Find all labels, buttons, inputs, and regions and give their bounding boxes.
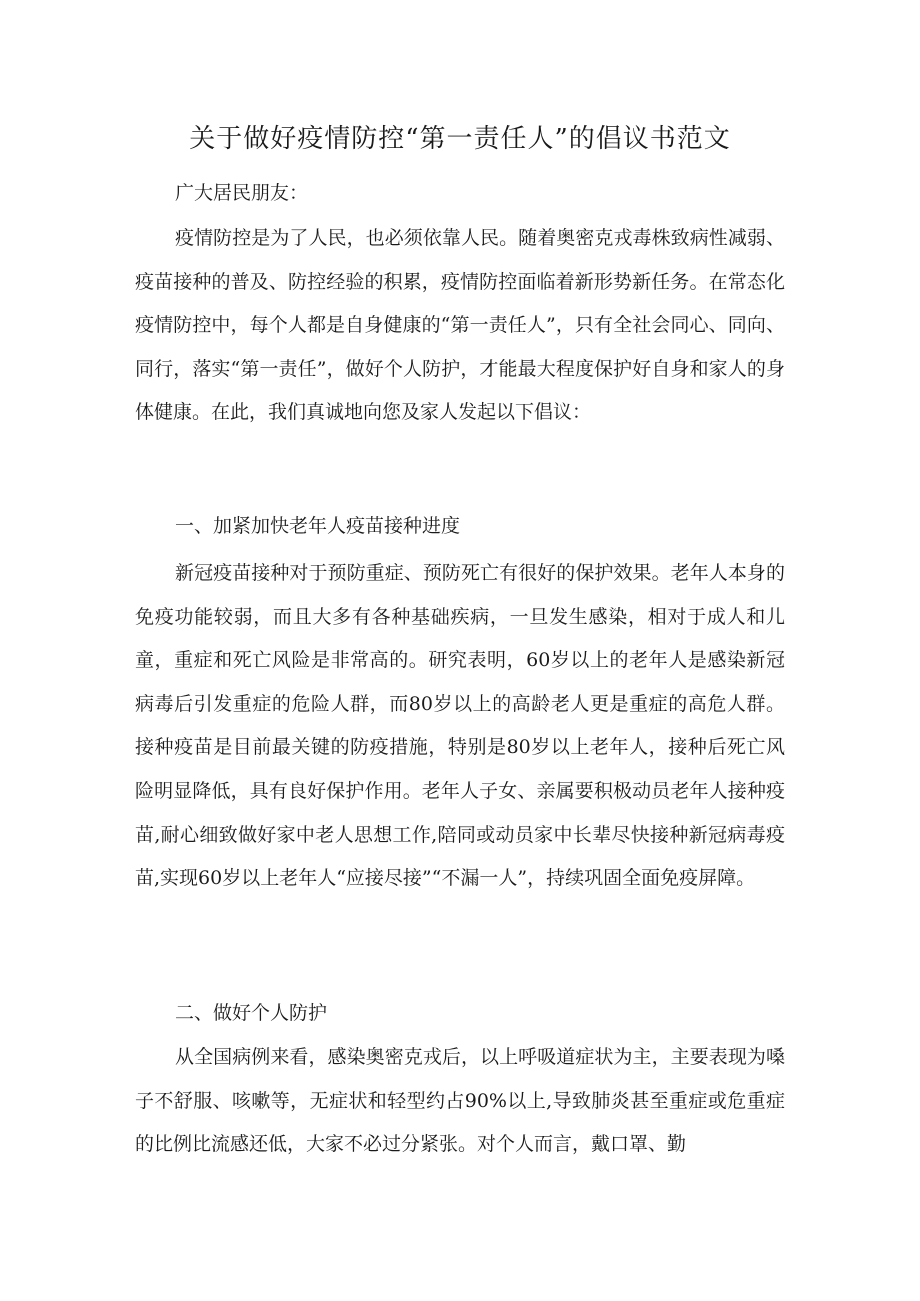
salutation: 广大居民朋友：: [175, 182, 309, 204]
paragraph-intro: 疫情防控是为了人民，也必须依靠人民。随着奥密克戎毒株致病性减弱、疫苗接种的普及、防控经验的积累，疫情防控面临着新形势新任务。在常态化疫情防控中，每个人都是自身健康的“第一责任人”，只有全社会同心、同向、同行，落实“第一责任”，做好个人防护，才能最大程度保护好自身和家人的身体健康。在此，我们真诚地向您及家人发起以下倡议：: [135, 227, 785, 424]
section-heading-2: 二、做好个人防护: [175, 1002, 328, 1024]
paragraph-vaccination: 新冠疫苗接种对于预防重症、预防死亡有很好的保护效果。老年人本身的免疫功能较弱，而且大多有各种基础疾病，一旦发生感染，相对于成人和儿童，重症和死亡风险是非常高的。研究表明，60岁以上的老年人是感染新冠病毒后引发重症的危险人群，而80岁以上的高龄老人更是重症的高危人群。接种疫苗是目前最关键的防疫措施，特别是80岁以上老年人，接种后死亡风险明显降低，具有良好保护作用。老年人子女、亲属要积极动员老年人接种疫苗,耐心细致做好家中老人思想工作,陪同或动员家中长辈尽快接种新冠病毒疫苗,实现60岁以上老年人“应接尽接”“不漏一人”，持续巩固全面免疫屏障。: [135, 562, 785, 890]
document-title: 关于做好疫情防控“第一责任人”的倡议书范文: [189, 124, 731, 154]
section-heading-1: 一、加紧加快老年人疫苗接种进度: [175, 515, 461, 537]
paragraph-personal-protection: 从全国病例来看，感染奥密克戎后，以上呼吸道症状为主，主要表现为嗓子不舒服、咳嗽等，无症状和轻型约占90%以上,导致肺炎甚至重症或危重症的比例比流感还低，大家不必过分紧张。对个人而言，戴口罩、勤: [135, 1046, 785, 1156]
